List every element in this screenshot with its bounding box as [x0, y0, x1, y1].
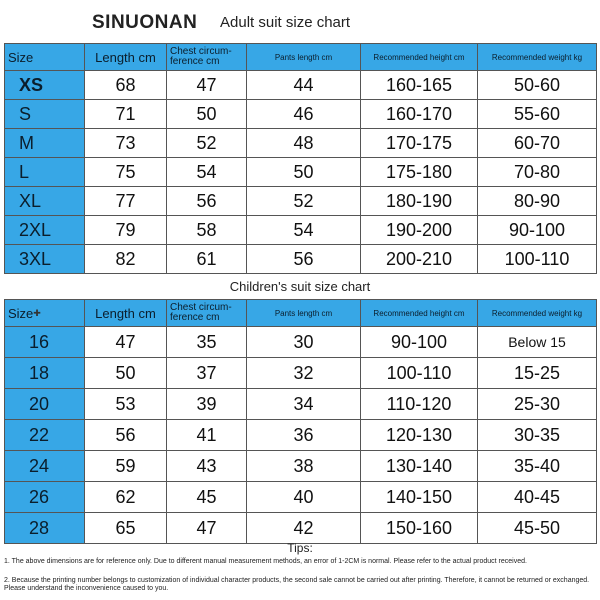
chest-cell: 56 — [167, 187, 247, 216]
height-cell: 90-100 — [361, 327, 478, 358]
height-cell: 200-210 — [361, 245, 478, 274]
pants-cell: 52 — [247, 187, 361, 216]
chest-cell: 47 — [167, 513, 247, 544]
table-row — [5, 216, 597, 245]
chest-cell: 45 — [167, 482, 247, 513]
header-height: Recommended height cm — [361, 300, 478, 327]
size-label: M — [5, 129, 85, 158]
weight-cell: 45-50 — [478, 513, 597, 544]
size-label: 16 — [5, 327, 85, 358]
header-weight: Recommended weight kg — [478, 300, 597, 327]
height-cell: 170-175 — [361, 129, 478, 158]
header-chest: Chest circum-ference cm — [167, 44, 247, 71]
size-label: 2XL — [5, 216, 85, 245]
chest-cell: 52 — [167, 129, 247, 158]
pants-cell: 44 — [247, 71, 361, 100]
header-length: Length cm — [85, 300, 167, 327]
chest-cell: 58 — [167, 216, 247, 245]
weight-cell: 35-40 — [478, 451, 597, 482]
table-row — [5, 71, 597, 100]
chest-cell: 37 — [167, 358, 247, 389]
height-cell: 160-170 — [361, 100, 478, 129]
length-cell: 71 — [85, 100, 167, 129]
brand-name: SINUONAN — [92, 12, 198, 33]
weight-cell: 60-70 — [478, 129, 597, 158]
header-size: Size — [5, 44, 85, 71]
height-cell: 190-200 — [361, 216, 478, 245]
chest-cell: 43 — [167, 451, 247, 482]
length-cell: 75 — [85, 158, 167, 187]
table-row — [5, 100, 597, 129]
table-row — [5, 451, 597, 482]
chest-cell: 35 — [167, 327, 247, 358]
pants-cell: 46 — [247, 100, 361, 129]
pants-cell: 50 — [247, 158, 361, 187]
size-label: XL — [5, 187, 85, 216]
pants-cell: 42 — [247, 513, 361, 544]
height-cell: 110-120 — [361, 389, 478, 420]
weight-cell: 50-60 — [478, 71, 597, 100]
height-cell: 150-160 — [361, 513, 478, 544]
table-row — [5, 158, 597, 187]
header-height: Recommended height cm — [361, 44, 478, 71]
header-size-label: Size — [8, 305, 34, 321]
children-size-table — [4, 299, 597, 544]
weight-cell: 30-35 — [478, 420, 597, 451]
height-cell: 180-190 — [361, 187, 478, 216]
pants-cell: 56 — [247, 245, 361, 274]
chart-header — [0, 0, 600, 44]
pants-cell: 40 — [247, 482, 361, 513]
length-cell: 79 — [85, 216, 167, 245]
length-cell: 59 — [85, 451, 167, 482]
length-cell: 73 — [85, 129, 167, 158]
chest-cell: 47 — [167, 71, 247, 100]
weight-cell: 55-60 — [478, 100, 597, 129]
size-label: 22 — [5, 420, 85, 451]
chest-cell: 41 — [167, 420, 247, 451]
adult-size-table — [4, 43, 597, 274]
header-pants-length: Pants length cm — [247, 44, 361, 71]
length-cell: 82 — [85, 245, 167, 274]
chest-cell: 50 — [167, 100, 247, 129]
children-chart-title: Children's suit size chart — [229, 279, 371, 294]
header-length: Length cm — [85, 44, 167, 71]
adult-chart-title: Adult suit size chart — [220, 14, 351, 31]
weight-cell: 70-80 — [478, 158, 597, 187]
size-label: 18 — [5, 358, 85, 389]
size-label: 28 — [5, 513, 85, 544]
height-cell: 100-110 — [361, 358, 478, 389]
length-cell: 68 — [85, 71, 167, 100]
weight-cell: 25-30 — [478, 389, 597, 420]
header-chest: Chest circum-ference cm — [167, 300, 247, 327]
size-label: S — [5, 100, 85, 129]
length-cell: 47 — [85, 327, 167, 358]
weight-cell: 15-25 — [478, 358, 597, 389]
length-cell: 53 — [85, 389, 167, 420]
header-pants-length: Pants length cm — [247, 300, 361, 327]
table-row — [5, 482, 597, 513]
height-cell: 175-180 — [361, 158, 478, 187]
length-cell: 77 — [85, 187, 167, 216]
length-cell: 50 — [85, 358, 167, 389]
table-row — [5, 420, 597, 451]
table-row — [5, 129, 597, 158]
table-row — [5, 513, 597, 544]
tip-item: 1. The above dimensions are for reference only. Due to different manual measurement methods, an error of 1-2CM is normal. Please refer to the actual product received. — [4, 558, 527, 565]
adult-header-row — [5, 44, 597, 71]
pin-icon: ✚ — [33, 307, 41, 318]
length-cell: 65 — [85, 513, 167, 544]
height-cell: 120-130 — [361, 420, 478, 451]
table-row — [5, 389, 597, 420]
table-row — [5, 187, 597, 216]
header-size — [5, 300, 85, 327]
size-label: 20 — [5, 389, 85, 420]
tip-item: 2. Because the printing number belongs to customization of individual character products, the second sale cannot be carried out after printing. Therefore, it cannot be returned or exchanged. Please understand the inconvenience caused to you. — [4, 577, 590, 592]
weight-cell: 80-90 — [478, 187, 597, 216]
size-label: 3XL — [5, 245, 85, 274]
pants-cell: 32 — [247, 358, 361, 389]
children-header-row — [5, 300, 597, 327]
table-row — [5, 327, 597, 358]
pants-cell: 34 — [247, 389, 361, 420]
pants-cell: 30 — [247, 327, 361, 358]
length-cell: 56 — [85, 420, 167, 451]
pants-cell: 54 — [247, 216, 361, 245]
weight-cell: 40-45 — [478, 482, 597, 513]
pants-cell: 48 — [247, 129, 361, 158]
height-cell: 160-165 — [361, 71, 478, 100]
pants-cell: 38 — [247, 451, 361, 482]
tips-title: Tips: — [287, 541, 313, 555]
height-cell: 140-150 — [361, 482, 478, 513]
header-weight: Recommended weight kg — [478, 44, 597, 71]
table-row — [5, 245, 597, 274]
weight-cell: 100-110 — [478, 245, 597, 274]
chest-cell: 61 — [167, 245, 247, 274]
size-label: 24 — [5, 451, 85, 482]
weight-cell: 90-100 — [478, 216, 597, 245]
length-cell: 62 — [85, 482, 167, 513]
chest-cell: 39 — [167, 389, 247, 420]
table-row — [5, 358, 597, 389]
size-label: 26 — [5, 482, 85, 513]
size-label: XS — [5, 71, 85, 100]
chest-cell: 54 — [167, 158, 247, 187]
height-cell: 130-140 — [361, 451, 478, 482]
size-label: L — [5, 158, 85, 187]
weight-cell: Below 15 — [478, 327, 597, 358]
pants-cell: 36 — [247, 420, 361, 451]
